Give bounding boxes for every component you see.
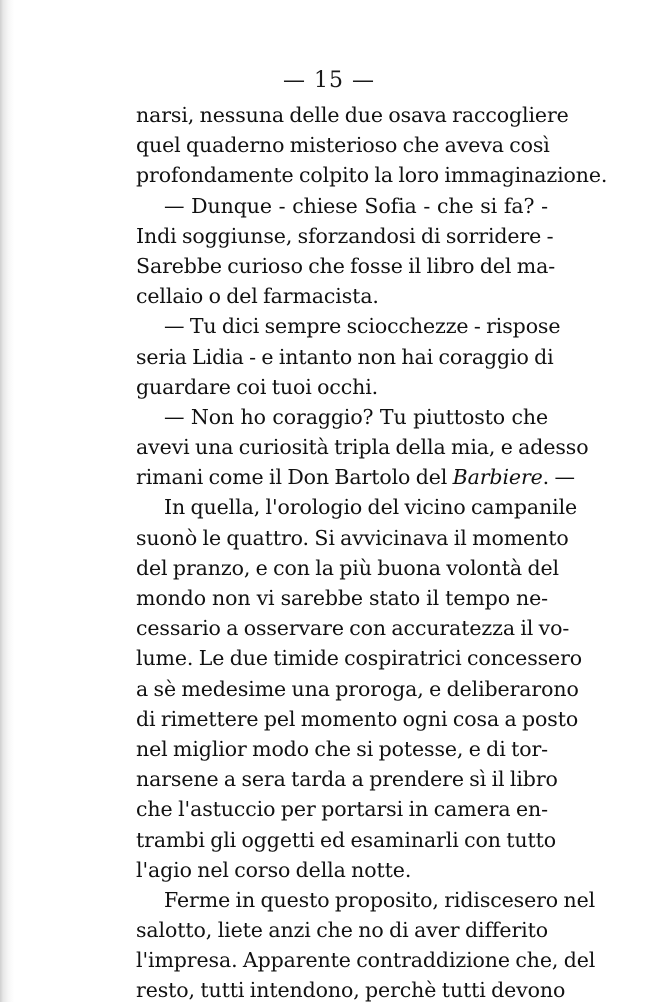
text-segment: Sarebbe curioso che fosse il libro del ma-: [136, 253, 556, 278]
text-line: [136, 885, 596, 915]
text-segment: narsene a sera tarda a prendere sì il libro: [136, 767, 558, 792]
text-line: [136, 583, 548, 613]
text-segment: lume. Le due timide cospiratrici concessero: [136, 646, 583, 671]
text-line: [136, 764, 558, 794]
text-line: [136, 855, 548, 885]
text-line: [136, 975, 566, 1005]
text-segment: cessario a osservare con accuratezza il vo-: [136, 616, 570, 641]
text-line: [136, 402, 548, 432]
text-segment: suonò le quattro. Si avvicinava il momento: [136, 525, 569, 550]
text-line: [136, 130, 548, 160]
text-segment: del pranzo, e con la più buona volontà del: [136, 555, 559, 580]
text-line: [136, 372, 548, 402]
text-line: [136, 794, 548, 824]
text-line: [136, 825, 557, 855]
text-line: [136, 915, 548, 945]
text-segment: — Dunque - chiese Sofia - che si fa? -: [164, 193, 548, 218]
text-line: [136, 492, 578, 522]
text-segment: a sè medesime una proroga, e deliberarono: [136, 676, 579, 701]
text-line: [136, 674, 579, 704]
text-segment: salotto, liete anzi che no di aver differito: [136, 918, 548, 943]
text-segment: trambi gli oggetti ed esaminarli con tutto: [136, 827, 557, 852]
text-segment: — Non ho coraggio? Tu piuttosto che: [164, 404, 548, 429]
text-line: [136, 945, 596, 975]
text-line: [136, 462, 575, 492]
text-line: [136, 523, 569, 553]
text-segment: Indi soggiunse, sforzandosi di sorridere -: [136, 223, 554, 248]
text-line: [136, 221, 554, 251]
text-segment: guardare coi tuoi occhi.: [136, 374, 379, 399]
text-line: [136, 100, 569, 130]
text-line: [136, 734, 548, 764]
body-text: [136, 100, 608, 1006]
text-segment: avevi una curiosità tripla della mia, e adesso: [136, 435, 589, 460]
text-line: [136, 704, 579, 734]
text-line: [136, 342, 554, 372]
text-segment: profondamente colpito la loro immaginazione.: [136, 163, 608, 188]
text-segment: nel miglior modo che si potesse, e di tor-: [136, 736, 548, 761]
text-line: [136, 251, 556, 281]
text-line: [136, 643, 583, 673]
text-segment: che l'astuccio per portarsi in camera en-: [136, 797, 548, 822]
text-segment: narsi, nessuna delle due osava raccogliere: [136, 103, 569, 127]
text-line: [136, 613, 570, 643]
text-segment: — Tu dici sempre sciocchezze - rispose: [164, 314, 561, 339]
page-number: — 15 —: [283, 68, 375, 93]
text-segment: cellaio o del farmacista.: [136, 284, 379, 309]
text-line: [136, 432, 589, 462]
text-line: [136, 553, 559, 583]
text-segment: mondo non vi sarebbe stato il tempo ne-: [136, 586, 548, 610]
text-line: [136, 191, 548, 221]
text-segment: rimani come il Don Bartolo del: [136, 465, 453, 490]
text-segment: Ferme in questo proposito, ridiscesero nel: [164, 887, 596, 912]
text-segment: In quella, l'orologio del vicino campanile: [164, 495, 578, 520]
text-segment: l'impresa. Apparente contraddizione che, del: [136, 948, 596, 973]
text-segment: quel quaderno misterioso che aveva così: [136, 133, 550, 158]
page-binding-edge: [0, 0, 14, 1002]
text-segment: . —: [542, 465, 575, 490]
text-segment: seria Lidia - e intanto non hai coraggio di: [136, 344, 554, 369]
text-line: [136, 281, 548, 311]
text-line: [136, 160, 608, 190]
text-segment: l'agio nel corso della notte.: [136, 857, 412, 882]
text-line: [136, 311, 561, 341]
text-segment: resto, tutti intendono, perchè tutti devono: [136, 978, 566, 1003]
text-segment: di rimettere pel momento ogni cosa a posto: [136, 706, 579, 731]
italic-title: Barbiere: [452, 465, 543, 490]
